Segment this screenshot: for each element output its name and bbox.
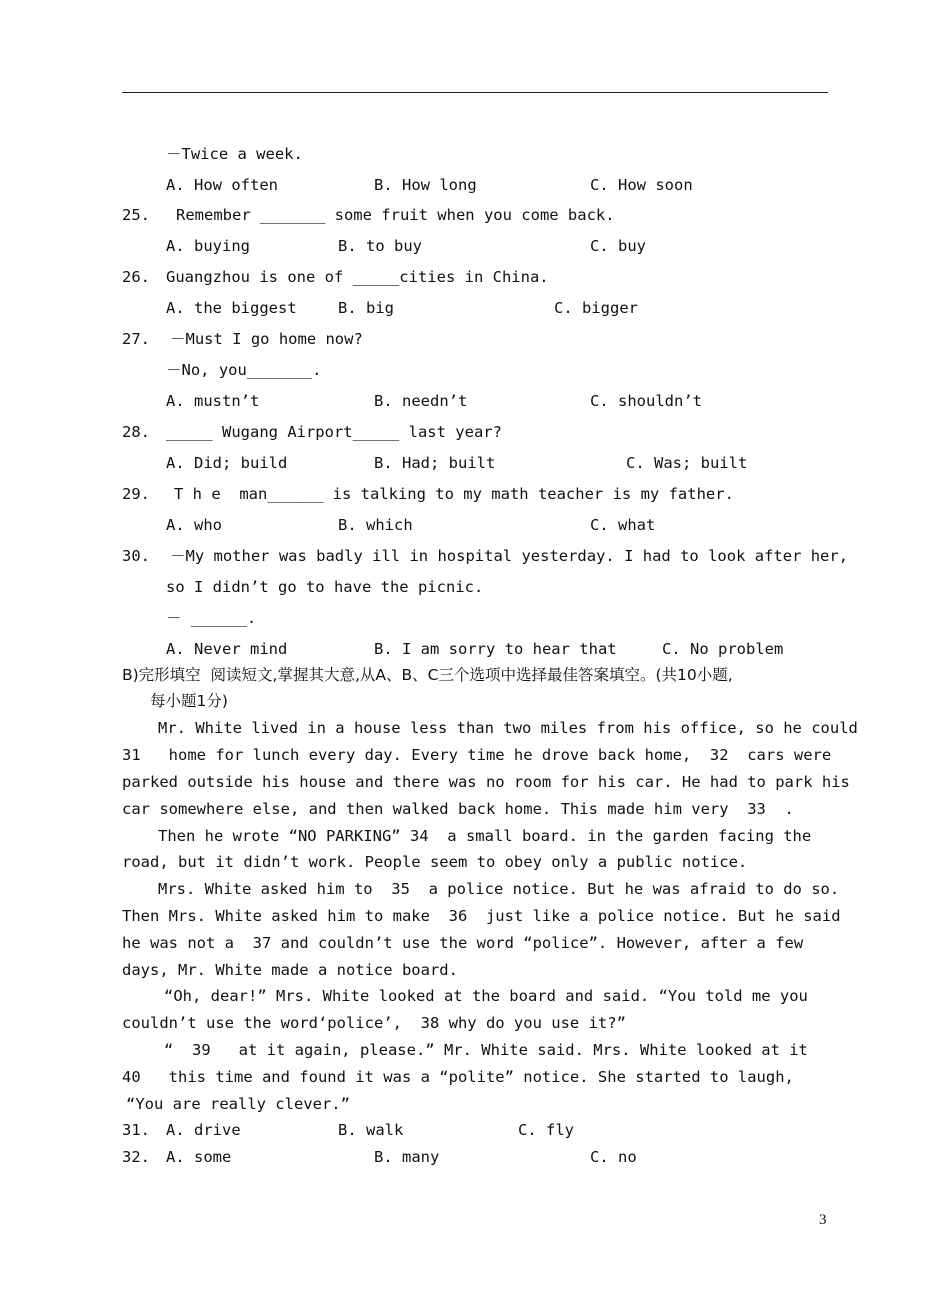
q26-option-a: A. the biggest (166, 299, 297, 317)
q26-question: Guangzhou is one of _____cities in China. (166, 268, 549, 286)
q30-option-a: A. Never mind (166, 640, 288, 658)
q30-question-line2: so I didn’t go to have the picnic. (166, 578, 484, 596)
passage-line: “ 39 at it again, please.” Mr. White said. Mrs. White looked at it (164, 1041, 808, 1059)
q26-number: 26. (122, 268, 150, 286)
passage-line: Mrs. White asked him to 35 a police notice. But he was afraid to do so. (158, 880, 840, 898)
q26-option-c: C. bigger (554, 299, 638, 317)
passage-line: he was not a 37 and couldn’t use the word “police”. However, after a few (122, 934, 804, 952)
q29-question: T h e man______ is talking to my math teacher is my father. (174, 485, 734, 503)
q31-option-c: C. fly (518, 1121, 574, 1139)
passage-line: road, but it didn’t work. People seem to obey only a public notice. (122, 853, 748, 871)
q29-option-c: C. what (590, 516, 656, 534)
q25-number: 25. (122, 206, 150, 224)
q30-answer-line: － ______. (166, 609, 257, 627)
passage-line: days, Mr. White made a notice board. (122, 961, 458, 979)
page-number: 3 (819, 1212, 827, 1228)
q25-option-c: C. buy (590, 237, 646, 255)
q31-option-a: A. drive (166, 1121, 241, 1139)
q30-question-line1: －My mother was badly ill in hospital yesterday. I had to look after her, (170, 547, 849, 565)
q25-question: Remember _______ some fruit when you come back. (176, 206, 615, 224)
q27-number: 27. (122, 330, 150, 348)
cloze-heading: B)完形填空 阅读短文,掌握其大意,从A、B、C三个选项中选择最佳答案填空。(共10小题, (122, 666, 733, 684)
q27-option-b: B. needn’t (374, 392, 468, 410)
passage-line: 40 this time and found it was a “polite” notice. She started to laugh, (122, 1068, 794, 1086)
q32-option-b: B. many (374, 1148, 440, 1166)
q32-option-c: C. no (590, 1148, 637, 1166)
q31-number: 31. (122, 1121, 150, 1139)
q24-answer-line: －Twice a week. (166, 145, 303, 163)
q25-option-b: B. to buy (338, 237, 422, 255)
q28-option-b: B. Had; built (374, 454, 496, 472)
q27-option-c: C. shouldn’t (590, 392, 702, 410)
header-rule (122, 92, 828, 93)
cloze-heading-continued: 每小题1分) (150, 692, 228, 710)
passage-line: “Oh, dear!” Mrs. White looked at the board and said. “You told me you (164, 987, 808, 1005)
q28-option-a: A. Did; build (166, 454, 288, 472)
q32-option-a: A. some (166, 1148, 232, 1166)
q29-option-a: A. who (166, 516, 222, 534)
q31-option-b: B. walk (338, 1121, 404, 1139)
passage-line: Then Mrs. White asked him to make 36 just like a police notice. But he said (122, 907, 841, 925)
passage-line: 31 home for lunch every day. Every time he drove back home, 32 cars were (122, 746, 832, 764)
q30-option-c: C. No problem (662, 640, 784, 658)
q24-option-b: B. How long (374, 176, 477, 194)
q29-number: 29. (122, 485, 150, 503)
q28-option-c: C. Was; built (626, 454, 748, 472)
passage-line: car somewhere else, and then walked back home. This made him very 33 . (122, 800, 794, 818)
q25-option-a: A. buying (166, 237, 250, 255)
q32-number: 32. (122, 1148, 150, 1166)
q27-answer-line: －No, you_______. (166, 361, 322, 379)
q27-question: －Must I go home now? (170, 330, 363, 348)
q24-option-c: C. How soon (590, 176, 693, 194)
q30-number: 30. (122, 547, 150, 565)
passage-line: “You are really clever.” (126, 1095, 350, 1113)
q26-option-b: B. big (338, 299, 394, 317)
q30-option-b: B. I am sorry to hear that (374, 640, 617, 658)
q27-option-a: A. mustn’t (166, 392, 260, 410)
q28-number: 28. (122, 423, 150, 441)
passage-line: Then he wrote “NO PARKING” 34 a small board. in the garden facing the (158, 827, 812, 845)
passage-line: parked outside his house and there was no room for his car. He had to park his (122, 773, 850, 791)
passage-line: Mr. White lived in a house less than two miles from his office, so he could (158, 719, 858, 737)
q29-option-b: B. which (338, 516, 413, 534)
q24-option-a: A. How often (166, 176, 278, 194)
passage-line: couldn’t use the word‘police’, 38 why do you use it?” (122, 1014, 626, 1032)
q28-question: _____ Wugang Airport_____ last year? (166, 423, 502, 441)
